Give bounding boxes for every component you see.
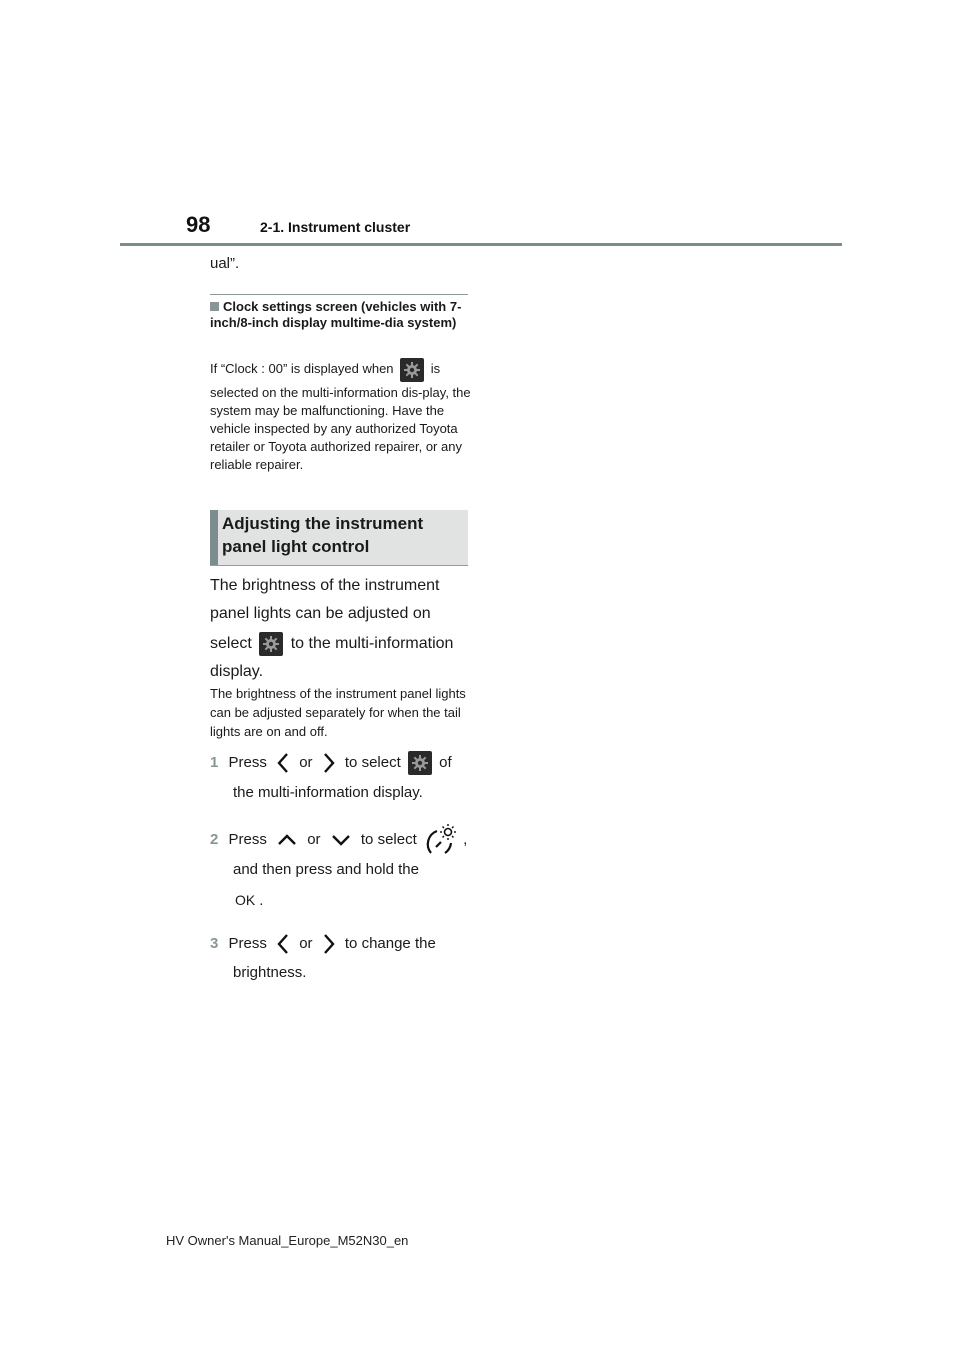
settings-gear-icon (259, 632, 283, 656)
intro-line1: The brightness of the instrument (210, 577, 440, 594)
subsection-divider (210, 294, 468, 295)
chevron-right-icon (323, 752, 335, 774)
step-number: 2 (210, 830, 219, 848)
section-accent-bar (210, 510, 218, 565)
settings-gear-icon (408, 751, 432, 775)
settings-gear-icon (400, 358, 424, 382)
square-bullet-icon (210, 302, 219, 311)
step-number: 1 (210, 754, 219, 771)
intro-line2: panel lights can be adjusted on (210, 605, 431, 622)
step-1: 1 Press or to select of (210, 749, 452, 777)
step-2-line2: and then press and hold the (233, 861, 419, 878)
chevron-up-icon (277, 834, 297, 846)
clock-text-part1: If “Clock : 00” is displayed when (210, 361, 394, 376)
continuation-text: ual”. (210, 255, 240, 272)
chevron-right-icon (323, 933, 335, 955)
clock-settings-heading (210, 299, 472, 331)
chevron-left-icon (277, 752, 289, 774)
step-2-line3: OK . (210, 886, 263, 915)
chevron-left-icon (277, 933, 289, 955)
adjust-note: The brightness of the instrument panel lights can be adjusted separately for when the tail lights are on and off. (210, 686, 466, 739)
step-3: 3 Press or to change the (210, 930, 436, 958)
clock-text-part2: is (430, 361, 441, 376)
clock-text-body: selected on the multi-information dis-play, the system may be malfunctioning. Have the vehicle inspected by any authorized Toyota retailer or Toyota authorized repairer, or any reliable repairer. (210, 385, 471, 472)
clock-heading-text: Clock settings screen (vehicles with 7-inch/8-inch display multime-dia system) (210, 299, 462, 330)
step-2: 2 Press or to select , (210, 823, 467, 857)
adjust-section-header (210, 510, 468, 566)
header-divider (120, 243, 842, 246)
step-3-line2: brightness. (233, 964, 307, 981)
adjust-intro (210, 572, 472, 686)
footer-text: HV Owner's Manual_Europe_M52N30_en (166, 1233, 409, 1248)
ok-button-label: OK (235, 892, 256, 908)
adjust-title-line1: Adjusting the instrument (222, 514, 424, 533)
step-number: 3 (210, 935, 219, 952)
page-number: 98 (186, 212, 211, 237)
brightness-gauge-icon (423, 823, 457, 857)
clock-text-line1 (210, 356, 472, 382)
chevron-down-icon (331, 834, 351, 846)
adjust-title-line2: panel light control (222, 537, 370, 556)
section-title: 2-1. Instrument cluster (260, 219, 411, 235)
intro-line3: select to the multi-information (210, 630, 472, 658)
step-1-line2: the multi-information display. (233, 784, 423, 801)
intro-line4: display. (210, 663, 264, 680)
adjust-section-title (222, 512, 423, 558)
